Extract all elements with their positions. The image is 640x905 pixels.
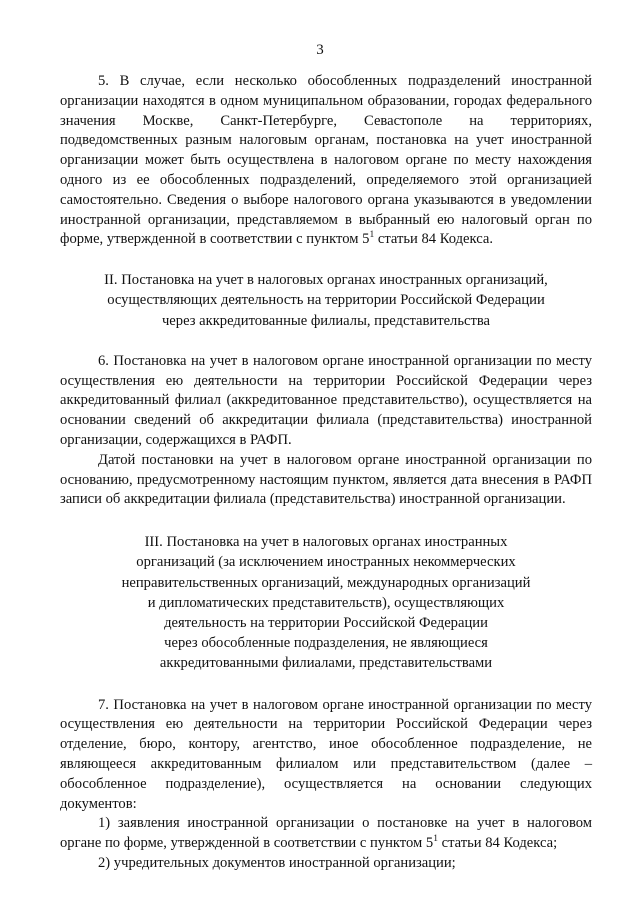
paragraph-7: 7. Постановка на учет в налоговом органе иностранной организации по месту осуществления ею деятельности на территории Российской Федерации через отделение, бюро, контору, агентство, иное обособленное подразделение, не являющееся аккредитованным филиалом или представительством (далее – обособленное подразделение), осуществляется на основании следующих документов: [60,696,592,812]
section-3-heading-line: неправительственных организаций, международных организаций [121,574,531,591]
section-2-heading-line: II. Постановка на учет в налоговых органах иностранных организаций, [104,272,548,289]
section-3-heading-line: и дипломатических представительств), осуществляющих [147,594,505,611]
paragraph-6: 6. Постановка на учет в налоговом органе иностранной организации по месту осуществления ею деятельности на территории Российской Федерации через аккредитованный филиал (аккредитованное представительство), осуществляется на основании сведений об аккредитации филиала (представительства) иностранной организации, содержащихся в РАФП. [60,352,592,448]
section-3-heading-line: через обособленные подразделения, не являющиеся [164,635,488,652]
list-item-1-text-end: статьи 84 Кодекса; [437,835,558,852]
list-item-1-text: 1) заявления иностранной организации о постановке на учет в налоговом органе по форме, утвержденной в соответствии с пунктом 5 [60,815,592,852]
paragraph-5-superscript: 1 [369,230,375,241]
section-2-heading-line: осуществляющих деятельность на территории Российской Федерации [107,292,545,309]
list-item-2: 2) учредительных документов иностранной организации; [98,854,456,871]
section-3-heading-line: III. Постановка на учет в налоговых органах иностранных [144,534,508,551]
paragraph-5-text-end: статьи 84 Кодекса. [374,231,493,248]
document-body [60,72,592,874]
paragraph-5 [60,72,592,250]
paragraph-5-text: 5. В случае, если несколько обособленных подразделений иностранной организации находятся в одном муниципальном образовании, городах федерального значения Москве, Санкт-Петербурге, Севастополе на территориях, подведомственных разным налоговым органам, постановка на учет иностранной организации может быть осуществлена в налоговом органе по месту нахождения одного из ее обособленных подразделений, определяемого этой организацией самостоятельно. Сведения о выборе налогового органа указываются в уведомлении иностранной организации, представляемом в выбранный ею налоговый орган по форме, утвержденной в соответствии с пунктом 5 [60,73,592,248]
page-number: 3 [316,42,324,58]
list-item-1 [60,814,592,854]
section-3-heading-line: организаций (за исключением иностранных некоммерческих [136,554,516,571]
section-2-heading [60,270,592,331]
section-3-heading-line: деятельность на территории Российской Федерации [164,614,488,631]
section-2-heading-line: через аккредитованные филиалы, представительства [161,312,491,329]
list-item-1-superscript: 1 [433,834,438,845]
section-3-heading-line: аккредитованными филиалами, представительствами [159,655,493,672]
paragraph-6-date: Датой постановки на учет в налоговом органе иностранной организации по основанию, предусмотренному настоящим пунктом, является дата внесения в РАФП записи об аккредитации филиала (представительства) иностранной организации. [60,451,592,508]
section-3-heading [60,532,592,673]
